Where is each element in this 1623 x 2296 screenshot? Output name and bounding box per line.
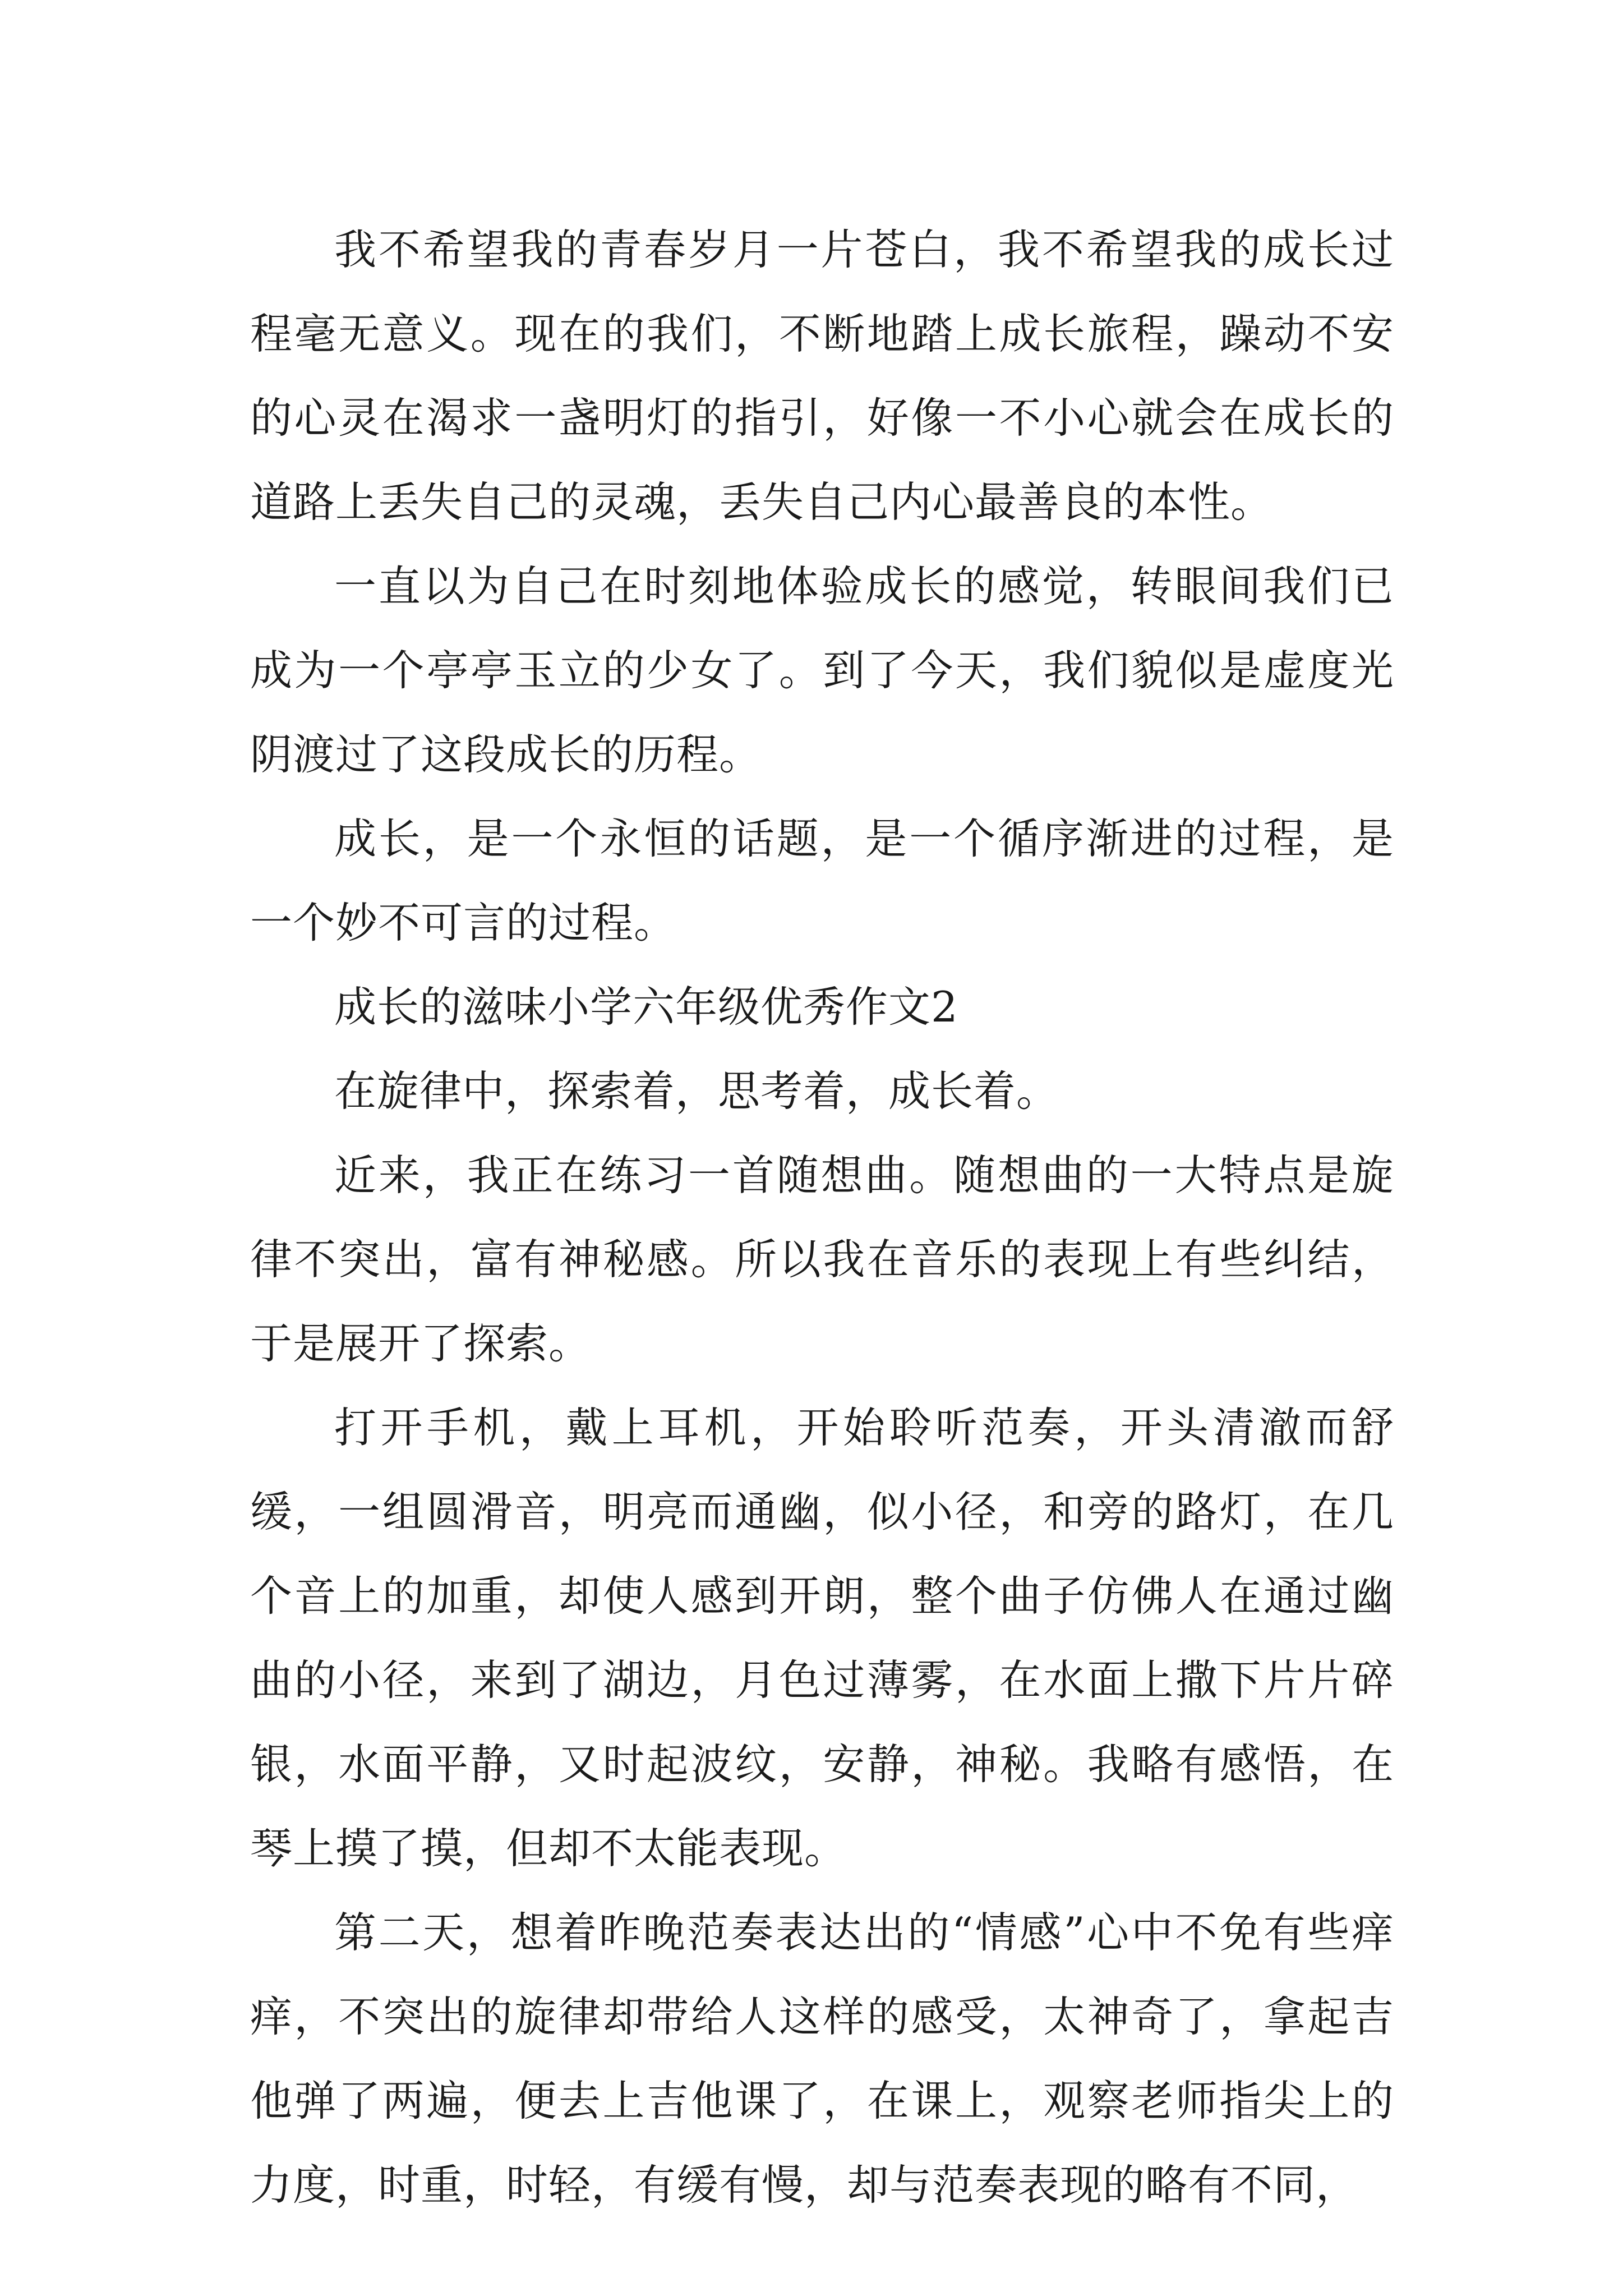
paragraph-6: 近来，我正在练习一首随想曲。随想曲的一大特点是旋律不突出，富有神秘感。所以我在音乐的表现上有些纠结，于是展开了探索。 [250,1151,1394,1368]
essay-body [250,208,1394,2227]
paragraph-5: 在旋律中，探索着，思考着，成长着。 [334,1066,1059,1116]
paragraph-8: 第二天，想着昨晚范奏表达出的“情感”心中不免有些痒痒，不突出的旋律却带给人这样的感受，太神奇了，拿起吉他弹了两遍，便去上吉他课了，在课上，观察老师指尖上的力度，时重，时轻，有缓有慢，却与范奏表现的略有不同， [250,1908,1394,2210]
paragraph-3: 成长，是一个永恒的话题，是一个循序渐进的过程，是一个妙不可言的过程。 [250,814,1394,947]
essay-title-2: 成长的滋味小学六年级优秀作文2 [334,982,958,1032]
paragraph-2: 一直以为自己在时刻地体验成长的感觉，转眼间我们已成为一个亭亭玉立的少女了。到了今天，我们貌似是虚度光阴渡过了这段成长的历程。 [250,562,1394,779]
paragraph-7: 打开手机，戴上耳机，开始聆听范奏，开头清澈而舒缓，一组圆滑音，明亮而通幽，似小径，和旁的路灯，在几个音上的加重，却使人感到开朗，整个曲子仿佛人在通过幽曲的小径，来到了湖边，月色过薄雾，在水面上撒下片片碎银，水面平静，又时起波纹，安静，神秘。我略有感悟，在琴上摸了摸，但却不太能表现。 [250,1403,1394,1873]
paragraph-1: 我不希望我的青春岁月一片苍白，我不希望我的成长过程毫无意义。现在的我们，不断地踏上成长旅程，躁动不安的心灵在渴求一盏明灯的指引，好像一不小心就会在成长的道路上丢失自己的灵魂，丢失自己内心最善良的本性。 [250,225,1394,527]
